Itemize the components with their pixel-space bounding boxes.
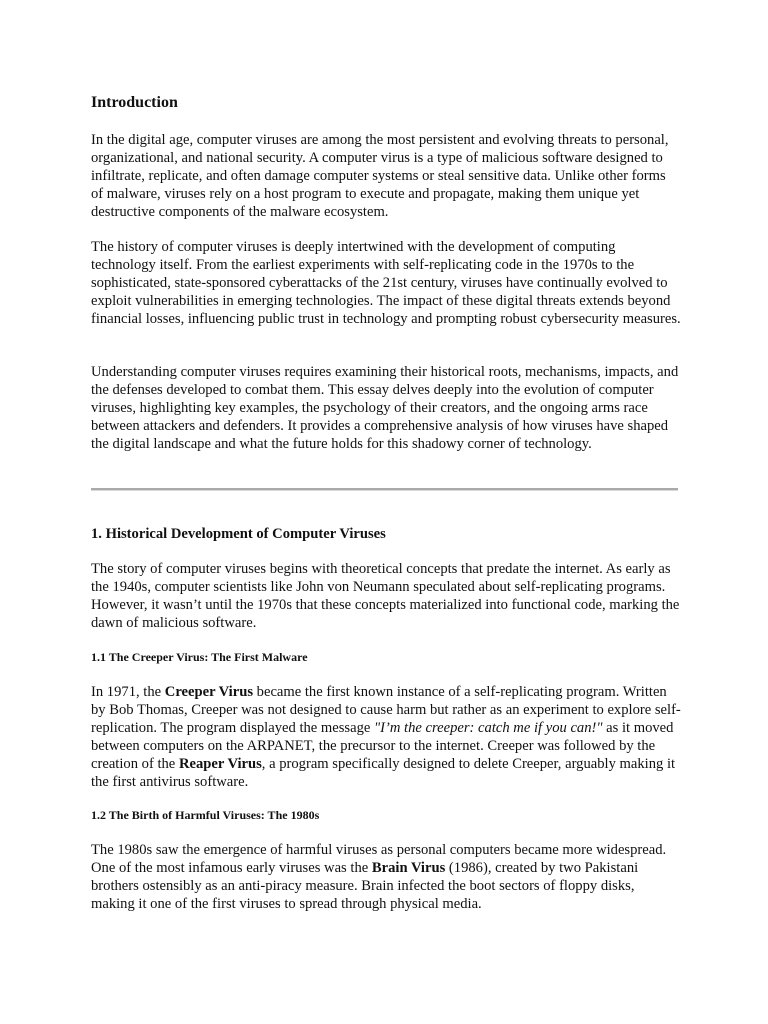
creeper-text-2: became the first known instance of a self-replicating program. Written by Bob Thomas, Creeper was not designed to cause harm but rather as an experiment to explore self-replication. The program displayed the message xyxy=(91,684,681,736)
creeper-text-4: , a program specifically designed to delete Creeper, arguably making it the first antivirus software. xyxy=(91,756,676,790)
creeper-message-quote: "I’m the creeper: catch me if you can!" xyxy=(374,720,603,736)
creeper-paragraph xyxy=(91,683,681,791)
introduction-heading: Introduction xyxy=(91,94,178,111)
intro-paragraph-3: Understanding computer viruses requires examining their historical roots, mechanisms, impacts, and the defenses developed to combat them. This essay delves deeply into the evolution of computer viruses, highlighting key examples, the psychology of their creators, and the ongoing arms race between attackers and defenders. It provides a comprehensive analysis of how viruses have shaped the digital landscape and what the future holds for this shadowy corner of technology. xyxy=(91,364,679,452)
brain-text-2: (1986), created by two Pakistani brothers ostensibly as an anti-piracy measure. Brain infected the boot sectors of floppy disks, making it one of the first viruses to spread through physical media. xyxy=(91,860,639,912)
intro-paragraph-2: The history of computer viruses is deeply intertwined with the development of computing technology itself. From the earliest experiments with self-replicating code in the 1970s to the sophisticated, state-sponsored cyberattacks of the 21st century, viruses have continually evolved to exploit vulnerabilities in emerging technologies. The impact of these digital threats extends beyond financial losses, influencing public trust in technology and prompting robust cybersecurity measures. xyxy=(91,239,681,327)
brain-text-1: The 1980s saw the emergence of harmful viruses as personal computers became more widespread. One of the most infamous early viruses was the xyxy=(91,842,667,876)
subsection-1-2-heading: 1.2 The Birth of Harmful Viruses: The 1980s xyxy=(91,808,320,822)
intro-paragraph-1: In the digital age, computer viruses are among the most persistent and evolving threats to personal, organizational, and national security. A computer virus is a type of malicious software designed to infiltrate, replicate, and often damage computer systems or steal sensitive data. Unlike other forms of malware, viruses rely on a host program to execute and propagate, making them unique yet destructive components of the malware ecosystem. xyxy=(91,132,669,220)
section-1-heading: 1. Historical Development of Computer Viruses xyxy=(91,526,386,542)
subsection-1-1-heading: 1.1 The Creeper Virus: The First Malware xyxy=(91,650,308,664)
creeper-virus-term: Creeper Virus xyxy=(164,684,254,700)
creeper-text-3: as it moved between computers on the ARPANET, the precursor to the internet. Creeper was followed by the creation of the xyxy=(91,720,674,772)
section-divider xyxy=(91,488,678,491)
brain-virus-term: Brain Virus xyxy=(371,860,446,876)
brain-virus-paragraph xyxy=(91,841,681,913)
section-1-paragraph: The story of computer viruses begins with theoretical concepts that predate the internet. As early as the 1940s, computer scientists like John von Neumann speculated about self-replicating programs. However, it wasn’t until the 1970s that these concepts materialized into functional code, marking the dawn of malicious software. xyxy=(91,561,680,631)
reaper-virus-term: Reaper Virus xyxy=(178,756,262,772)
creeper-text-1: In 1971, the xyxy=(91,684,165,700)
